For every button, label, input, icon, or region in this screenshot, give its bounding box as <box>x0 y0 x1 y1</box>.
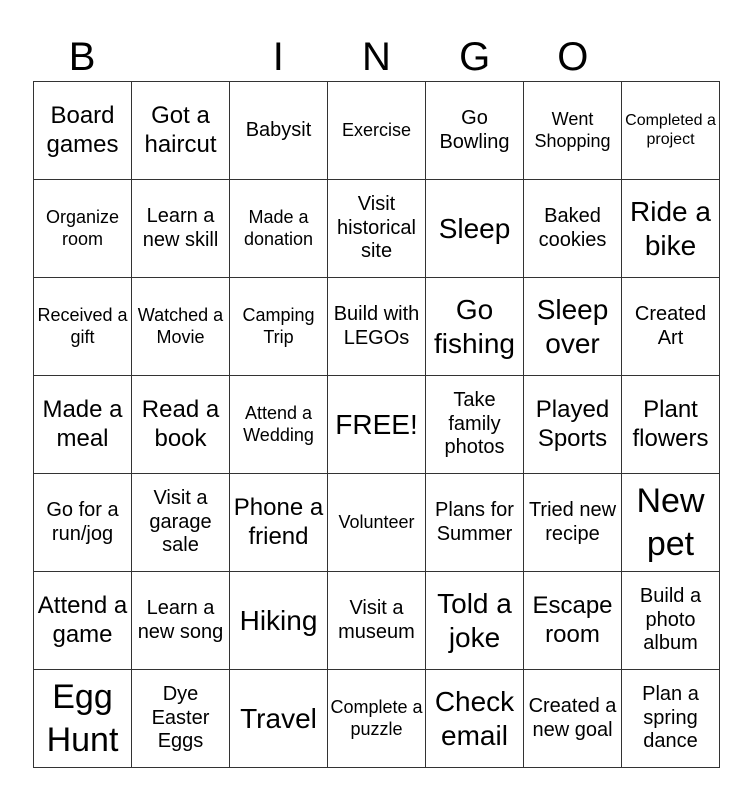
bingo-cell[interactable]: Attend a game <box>34 572 132 670</box>
header-letter-g: G <box>459 35 491 79</box>
bingo-cell[interactable]: Watched a Movie <box>132 278 230 376</box>
bingo-cell[interactable]: Go for a run/jog <box>34 474 132 572</box>
bingo-cell[interactable]: Baked cookies <box>524 180 622 278</box>
bingo-cell[interactable]: Ride a bike <box>622 180 720 278</box>
bingo-cell[interactable]: Check email <box>426 670 524 768</box>
bingo-cell[interactable]: Dye Easter Eggs <box>132 670 230 768</box>
bingo-cell[interactable]: Attend a Wedding <box>230 376 328 474</box>
header-letter-b: B <box>68 35 96 79</box>
header-letter-o: O <box>557 35 589 79</box>
bingo-cell[interactable]: Build with LEGOs <box>328 278 426 376</box>
bingo-cell[interactable]: Tried new recipe <box>524 474 622 572</box>
bingo-cell[interactable]: Visit a museum <box>328 572 426 670</box>
bingo-cell[interactable]: Sleep over <box>524 278 622 376</box>
bingo-cell[interactable]: Volunteer <box>328 474 426 572</box>
bingo-cell[interactable]: Read a book <box>132 376 230 474</box>
bingo-cell[interactable]: Egg Hunt <box>34 670 132 768</box>
bingo-cell[interactable]: Got a haircut <box>132 82 230 180</box>
bingo-cell[interactable]: Completed a project <box>622 82 720 180</box>
bingo-cell[interactable]: Learn a new skill <box>132 180 230 278</box>
bingo-cell[interactable]: Build a photo album <box>622 572 720 670</box>
bingo-cell[interactable]: Travel <box>230 670 328 768</box>
header-letter-n: N <box>362 35 391 79</box>
bingo-cell[interactable]: Babysit <box>230 82 328 180</box>
bingo-cell[interactable]: Escape room <box>524 572 622 670</box>
header-letter-i: I <box>272 35 284 79</box>
bingo-cell[interactable]: Plant flowers <box>622 376 720 474</box>
bingo-cell[interactable]: Phone a friend <box>230 474 328 572</box>
bingo-cell[interactable]: Board games <box>34 82 132 180</box>
bingo-cell[interactable]: Exercise <box>328 82 426 180</box>
free-space[interactable]: FREE! <box>328 376 426 474</box>
bingo-header <box>33 32 720 82</box>
bingo-cell[interactable]: Plan a spring dance <box>622 670 720 768</box>
bingo-cell[interactable]: Received a gift <box>34 278 132 376</box>
bingo-cell[interactable]: Complete a puzzle <box>328 670 426 768</box>
bingo-cell[interactable]: Visit historical site <box>328 180 426 278</box>
bingo-cell[interactable]: Created Art <box>622 278 720 376</box>
bingo-cell[interactable]: Organize room <box>34 180 132 278</box>
bingo-cell[interactable]: Go fishing <box>426 278 524 376</box>
bingo-cell[interactable]: Created a new goal <box>524 670 622 768</box>
bingo-cell[interactable]: Take family photos <box>426 376 524 474</box>
bingo-cell[interactable]: New pet <box>622 474 720 572</box>
bingo-cell[interactable]: Sleep <box>426 180 524 278</box>
bingo-cell[interactable]: Played Sports <box>524 376 622 474</box>
bingo-cell[interactable]: Made a meal <box>34 376 132 474</box>
bingo-cell[interactable]: Go Bowling <box>426 82 524 180</box>
bingo-cell[interactable]: Went Shopping <box>524 82 622 180</box>
bingo-cell[interactable]: Made a donation <box>230 180 328 278</box>
bingo-grid <box>33 81 720 768</box>
bingo-cell[interactable]: Hiking <box>230 572 328 670</box>
bingo-cell[interactable]: Told a joke <box>426 572 524 670</box>
bingo-cell[interactable]: Learn a new song <box>132 572 230 670</box>
bingo-cell[interactable]: Camping Trip <box>230 278 328 376</box>
bingo-cell[interactable]: Visit a garage sale <box>132 474 230 572</box>
bingo-cell[interactable]: Plans for Summer <box>426 474 524 572</box>
